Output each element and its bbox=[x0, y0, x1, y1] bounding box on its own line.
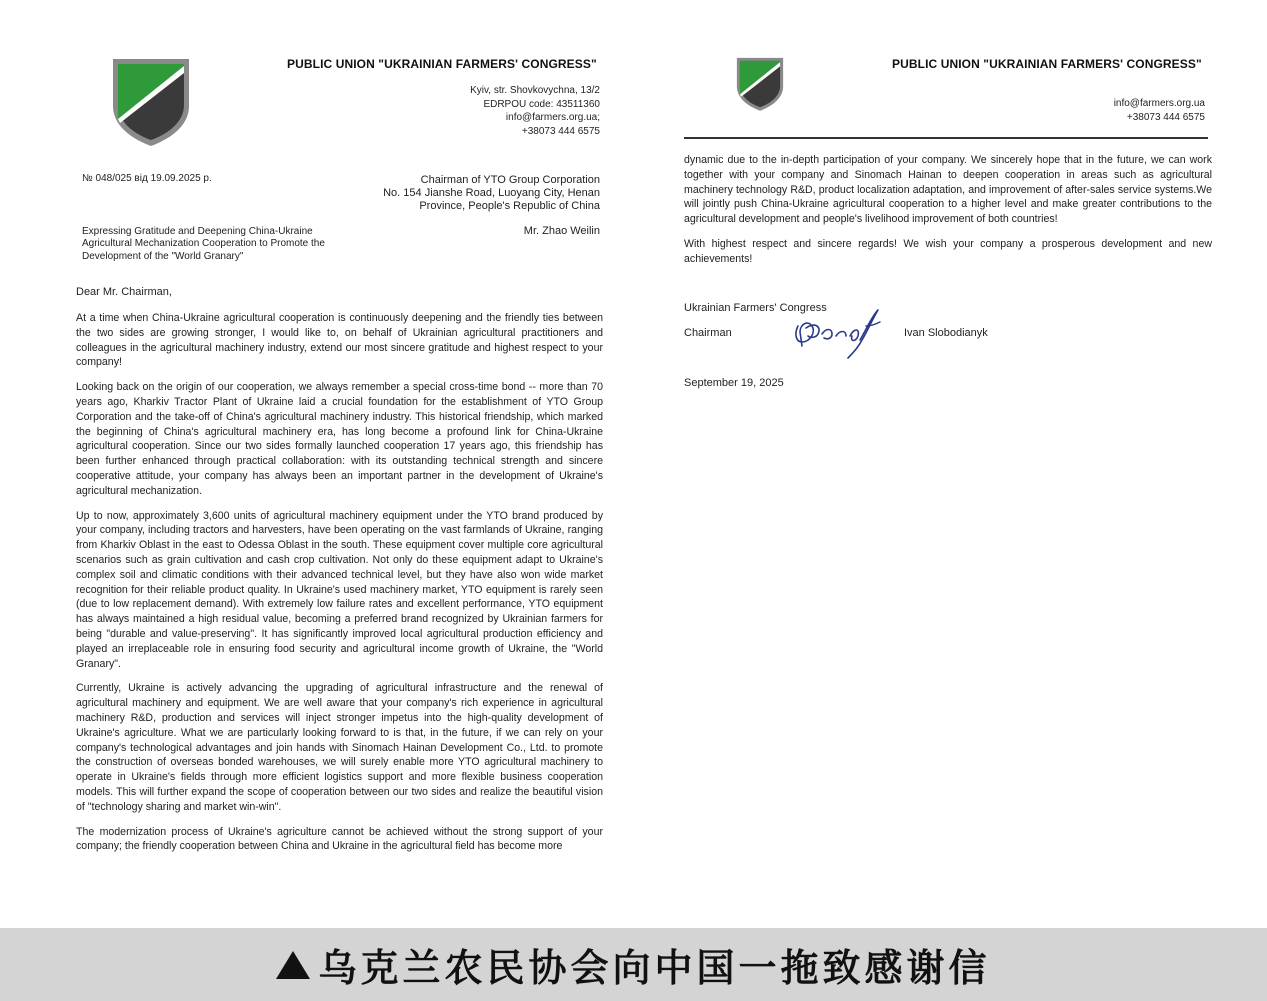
body-paragraph: With highest respect and sincere regards! We wish your company a prosperous development and new achievements! bbox=[684, 237, 1212, 265]
salutation: Dear Mr. Chairman, bbox=[76, 286, 172, 298]
email-line: info@farmers.org.ua; bbox=[505, 112, 600, 124]
letter-page-1 bbox=[0, 0, 640, 928]
caption-text: 乌克兰农民协会向中国一拖致感谢信 bbox=[318, 946, 991, 990]
phone-line: +38073 444 6575 bbox=[1126, 111, 1205, 123]
letter-body-page-1 bbox=[76, 311, 603, 864]
edrpou-line: EDRPOU code: 43511360 bbox=[483, 98, 600, 110]
letter-date: September 19, 2025 bbox=[684, 377, 784, 389]
letter-subject: Expressing Gratitude and Deepening China-Ukraine Agricultural Mechanization Cooperation to Promote the Development of the "World Granary" bbox=[82, 226, 325, 262]
recipient-line: Chairman of YTO Group Corporation bbox=[420, 174, 600, 186]
caption-bar bbox=[0, 928, 1267, 1001]
contact-block bbox=[1114, 97, 1205, 124]
recipient-block bbox=[300, 174, 600, 213]
phone-line: +38073 444 6575 bbox=[521, 125, 600, 137]
address-line: Kyiv, str. Shovkovychna, 13/2 bbox=[470, 85, 600, 96]
body-paragraph: The modernization process of Ukraine's agriculture cannot be achieved without the strong support of your company; the friendly cooperation between China and Ukraine in the agricultural field has become more bbox=[76, 825, 603, 853]
email-line: info@farmers.org.ua bbox=[1113, 98, 1205, 109]
body-paragraph: Up to now, approximately 3,600 units of agricultural machinery equipment under the YTO brand produced by your company, including tractors and harvesters, have been operating on the vast farmlands of Ukraine, ranging from Kharkiv Oblast in the east to Odessa Oblast in the south. These equipment cover multiple core agricultural scenarios such as grain cultivation and cash crop cultivation. Not only do these equipment adapt to Ukraine's complex soil and climatic conditions with their advanced technical level, but they have also won wide market recognition for their reliable product quality. In Ukraine's used machinery market, YTO equipment is rarely seen (due to low replacement demand). With extremely low failure rates and excellent performance, YTO equipment has always maintained a high residual value, becoming a preferred brand recognized by Ukrainian farmers for being "durable and value-preserving". It has significantly improved local agricultural production efficiency and played an irreplaceable role in ensuring food security and agricultural income growth of Ukraine, the "World Granary". bbox=[76, 509, 603, 670]
signature-org: Ukrainian Farmers' Congress bbox=[684, 302, 827, 314]
body-paragraph: At a time when China-Ukraine agricultural cooperation is continuously deepening and the friendly ties between the two sides are growing stronger, I would like to, on behalf of Ukrainian agricultural practitioners and colleagues in the agricultural machinery industry, extend our most sincere gratitude and highest respect to your company! bbox=[76, 312, 603, 369]
org-name: PUBLIC UNION "UKRAINIAN FARMERS' CONGRESS" bbox=[287, 57, 597, 71]
shield-logo-icon bbox=[735, 56, 785, 112]
body-paragraph: dynamic due to the in-depth participation of your company. We sincerely hope that in the future, we can work together with your company and Sinomach Hainan to deepen cooperation in areas such as agricultural machinery technology R&D, product localization adaptation, and improvement of after-sales service systems.We will jointly push China-Ukraine agricultural cooperation to a higher level and make greater contributions to the agricultural development and people's livelihood improvement of both countries! bbox=[684, 154, 1212, 226]
letter-body-page-2 bbox=[684, 153, 1212, 277]
address-block bbox=[470, 84, 600, 138]
signature-title: Chairman bbox=[684, 327, 732, 339]
recipient-line: Province, People's Republic of China bbox=[419, 200, 600, 212]
shield-logo-icon bbox=[110, 56, 192, 148]
body-paragraph: Currently, Ukraine is actively advancing the upgrading of agricultural infrastructure and the renewal of agricultural machinery and equipment. We are well aware that your company's rich experience in agricultural machinery R&D, production and services will inject stronger impetus into the high-quality development of Ukraine's agriculture. What we are particularly looking forward to is that, in the future, if we can rely on your company's technological advantages and join hands with Sinomach Hainan Development Co., Ltd. to promote the construction of overseas bonded warehouses, we will surely enable more YTO agricultural machinery to operate in Ukraine's fields through more efficient logistics support and more flexible business cooperation models. This will further expand the scope of cooperation between our two sides and realize the beautiful vision of "technology sharing and market win-win". bbox=[76, 682, 603, 813]
recipient-name: Mr. Zhao Weilin bbox=[523, 225, 600, 237]
handwritten-signature-icon bbox=[788, 306, 884, 360]
reference-number: № 048/025 від 19.09.2025 р. bbox=[82, 173, 212, 184]
letter-page-2 bbox=[640, 0, 1267, 928]
header-divider bbox=[684, 137, 1208, 139]
recipient-line: No. 154 Jianshe Road, Luoyang City, Henan bbox=[383, 187, 600, 199]
org-name: PUBLIC UNION "UKRAINIAN FARMERS' CONGRESS" bbox=[892, 57, 1202, 71]
triangle-icon bbox=[276, 951, 310, 979]
signature-name: Ivan Slobodianyk bbox=[904, 327, 988, 339]
body-paragraph: Looking back on the origin of our cooperation, we always remember a special cross-time bond -- more than 70 years ago, Kharkiv Tractor Plant of Ukraine laid a crucial foundation for the establishment of YTO Group Corporation and the take-off of China's agricultural machinery industry. This historical friendship, which marked the beginning of China's agricultural machinery era, has long become a profound link for China-Ukraine agricultural cooperation. Since our two sides formally launched cooperation 17 years ago, this friendship has been further enhanced through practical collaboration: with its outstanding technical strength and sincere cooperative attitude, your company has always been an important partner in the development of Ukraine's agricultural mechanization. bbox=[76, 381, 603, 497]
